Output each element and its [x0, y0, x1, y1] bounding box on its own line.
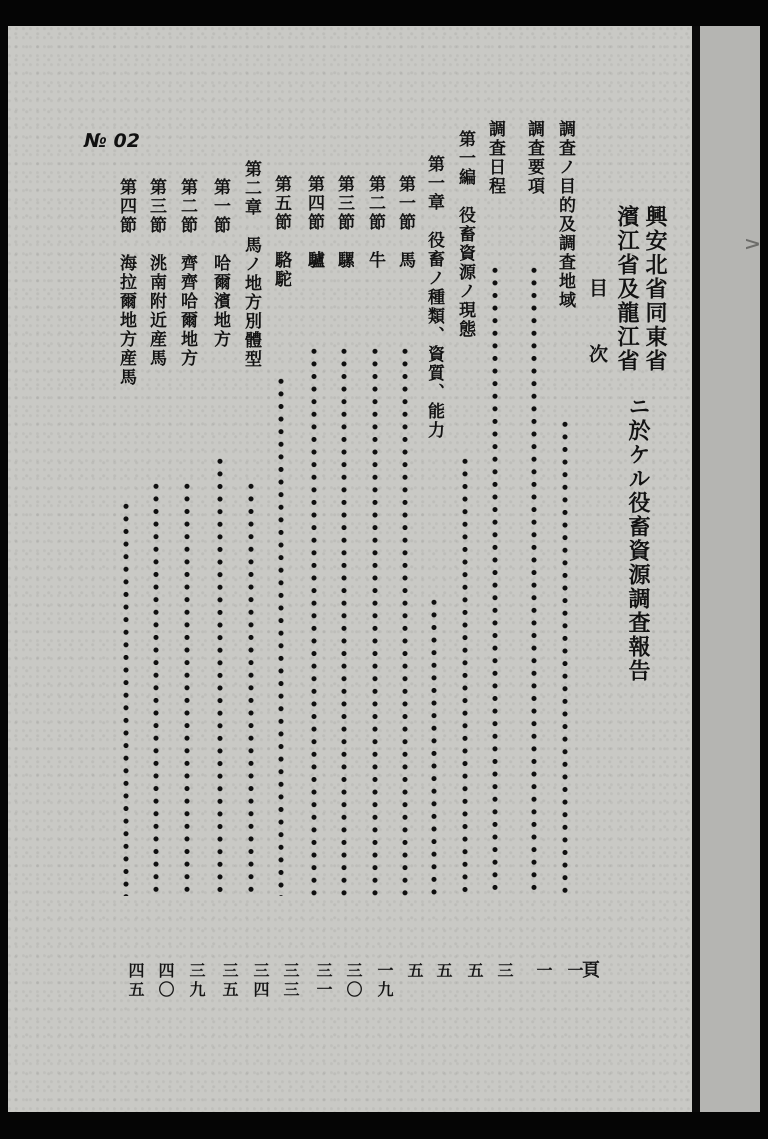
dot-leader: [278, 375, 284, 896]
dot-leader: [462, 455, 468, 896]
page-column-header: 頁: [579, 960, 600, 980]
toc-entry-label: 調査日程: [485, 120, 505, 196]
toc-entry-label: 第二節 牛: [365, 175, 385, 270]
dot-leader: [217, 455, 223, 896]
page-gutter: [692, 26, 700, 1112]
toc-entry-page: 三一: [314, 962, 333, 1000]
dot-leader: [311, 345, 317, 896]
toc-entry-label: 第一節 哈爾濱地方: [210, 178, 230, 349]
toc-entry-label: 第四節 海拉爾地方産馬: [116, 178, 136, 387]
toc-entry-page: 五: [434, 962, 453, 981]
toc-entry-page: 四五: [126, 962, 145, 1000]
dot-leader: [341, 345, 347, 896]
toc-entry-page: 一: [534, 962, 553, 981]
toc-entry-page: 一九: [375, 962, 394, 1000]
toc-entry-page: 三: [495, 962, 514, 981]
toc-entry-page: 三四: [251, 962, 270, 1000]
toc-entry-label: 第三節 洮南附近産馬: [146, 178, 166, 368]
toc-entry-label: 第三節 騾: [334, 175, 354, 270]
toc-entry-page: 三九: [187, 962, 206, 1000]
report-title-line-3: ニ於ケル役畜資源調査報告: [625, 395, 651, 683]
toc-entry-page: 三三: [281, 962, 300, 1000]
toc-entry-label: 調査ノ目的及調査地域: [555, 120, 575, 310]
toc-entry-page: 一: [565, 962, 584, 981]
toc-entry-page: 五: [465, 962, 484, 981]
toc-entry-label: 第二節 齊齊哈爾地方: [177, 178, 197, 368]
document-number: № 02: [84, 130, 140, 152]
dot-leader: [431, 596, 437, 896]
toc-entry-page: 三〇: [344, 962, 363, 1000]
report-title-line-1: 興安北省同東省: [642, 205, 668, 373]
toc-entry-label: 調査要項: [524, 120, 544, 196]
toc-entry-label: 第五節 駱駝: [271, 175, 291, 289]
toc-entry-page: 四〇: [156, 962, 175, 1000]
dot-leader: [492, 264, 498, 896]
dot-leader: [402, 345, 408, 896]
bleed-through-mark: ∧: [740, 236, 765, 253]
toc-entry-label: 第二章 馬ノ地方別體型: [241, 160, 261, 369]
dot-leader: [123, 500, 129, 896]
toc-entry-page: 三五: [220, 962, 239, 1000]
dot-leader: [184, 480, 190, 896]
dot-leader: [153, 480, 159, 896]
dot-leader: [562, 418, 568, 896]
toc-entry-label: 第四節 驢: [304, 175, 324, 270]
dot-leader: [372, 345, 378, 896]
toc-entry-page: 五: [405, 962, 424, 981]
dot-leader: [248, 480, 254, 896]
adjacent-page-edge: [700, 26, 765, 1112]
toc-heading: 目 次: [586, 278, 608, 377]
toc-entry-label: 第一編 役畜資源ノ現態: [455, 130, 475, 339]
toc-entry-label: 第一節 馬: [395, 175, 415, 270]
dot-leader: [531, 264, 537, 896]
report-title-line-2: 濱江省及龍江省: [614, 205, 640, 373]
toc-entry-label: 第一章 役畜ノ種類、資質、能力: [424, 155, 444, 440]
